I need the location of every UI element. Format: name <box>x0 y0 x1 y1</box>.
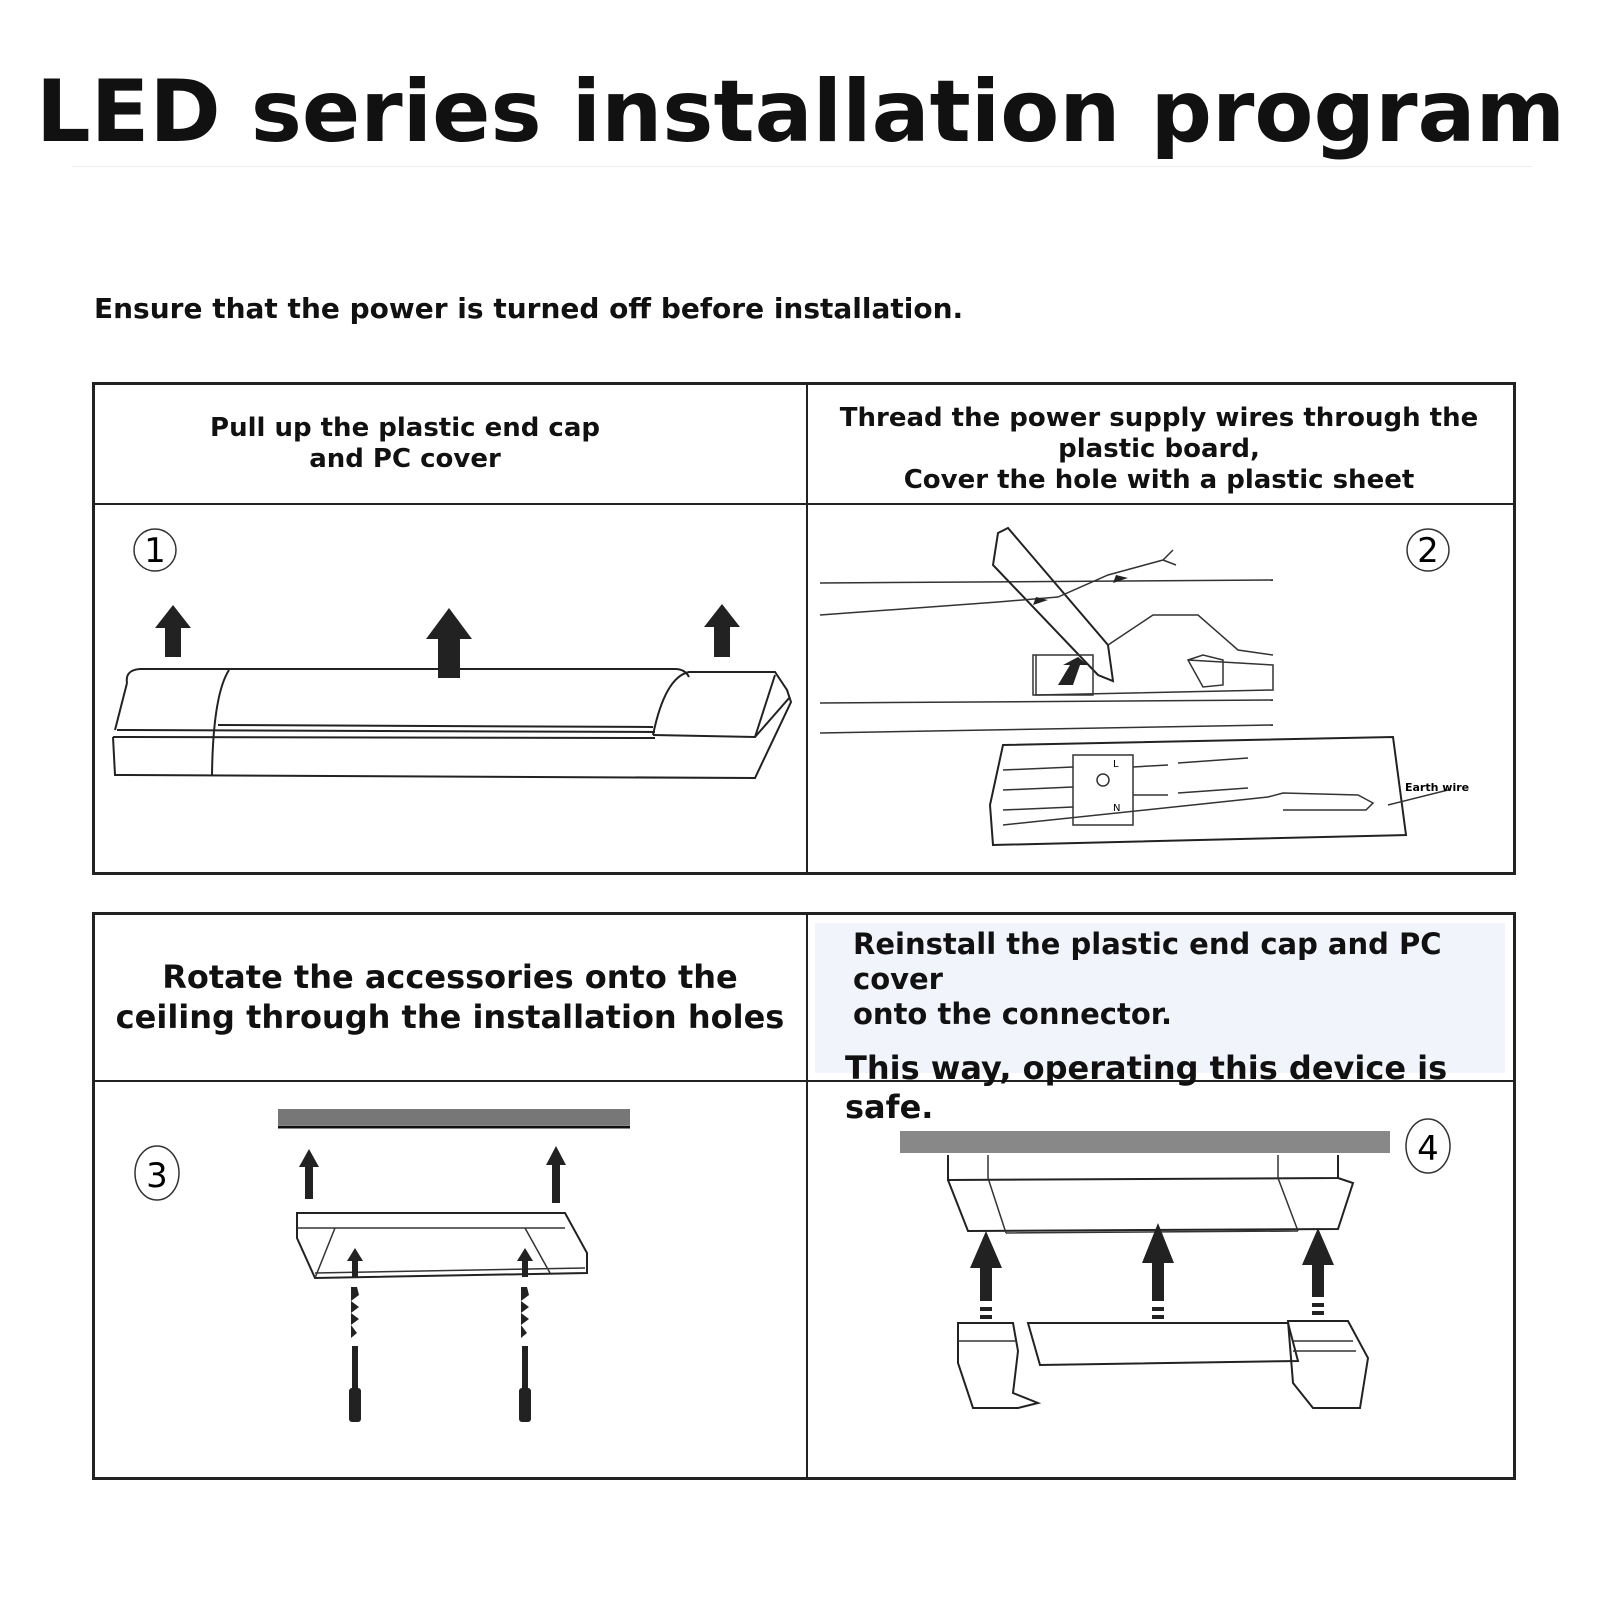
step-number-4 <box>1406 1119 1450 1173</box>
led-fixture-drawing <box>113 669 791 778</box>
step-3-caption-line: ceiling through the installation holes <box>115 998 785 1036</box>
step-4-caption-line: Reinstall the plastic end cap and PC cover <box>853 927 1442 996</box>
step-1-number: 1 <box>144 531 166 571</box>
step-1-illustration <box>95 505 805 875</box>
step-number-2 <box>1407 529 1449 571</box>
step-1-caption <box>95 413 715 475</box>
step-2-caption-line: Cover the hole with a plastic sheet <box>903 465 1415 496</box>
up-arrow-icon <box>970 1231 1002 1319</box>
title-divider <box>72 166 1532 167</box>
mounting-base-drawing <box>297 1213 587 1278</box>
step-3-illustration <box>95 1083 805 1479</box>
ceiling-hatch <box>278 1109 630 1127</box>
step-2-caption <box>809 403 1509 497</box>
end-caps-and-cover-drawing <box>958 1321 1368 1408</box>
up-arrow-icon <box>1302 1228 1334 1315</box>
steps-grid-bottom <box>92 912 1516 1480</box>
mounted-fixture-drawing <box>948 1155 1353 1233</box>
steps-grid-top <box>92 382 1516 875</box>
up-arrow-icon <box>546 1146 566 1203</box>
step-4-caption-line: onto the connector. <box>853 996 1172 1031</box>
step-4-number: 4 <box>1417 1129 1439 1169</box>
up-arrow-icon <box>1142 1223 1174 1319</box>
step-2-caption-line: Thread the power supply wires through the <box>839 403 1479 433</box>
page-title: LED series installation program <box>35 62 1566 162</box>
step-4-safety-line: This way, operating this device is safe. <box>845 1049 1448 1126</box>
step-3-number: 3 <box>146 1156 168 1196</box>
step-2-number: 2 <box>1417 531 1439 571</box>
step-1-caption-line: Pull up the plastic end cap <box>210 413 600 443</box>
step-number-3 <box>135 1146 179 1200</box>
screw-and-screwdriver <box>347 1248 363 1422</box>
step-4-illustration <box>808 1083 1516 1479</box>
terminal-label-n: N <box>1113 803 1121 814</box>
terminal-label-l: L <box>1113 759 1119 770</box>
step-3-caption <box>105 957 795 1037</box>
step-1-caption-line: and PC cover <box>309 444 501 475</box>
earth-wire-label: Earth wire <box>1405 781 1470 794</box>
step-2-illustration <box>808 505 1516 875</box>
step-3-caption-line: Rotate the accessories onto the <box>162 958 738 996</box>
up-arrow-icon <box>299 1149 319 1199</box>
step-2-caption-line: plastic board, <box>1058 434 1260 465</box>
safety-note: Ensure that the power is turned off before installation. <box>94 292 964 325</box>
up-arrow-icon <box>155 605 191 657</box>
ceiling-hatch <box>900 1131 1390 1153</box>
up-arrow-icon <box>704 604 740 657</box>
up-arrow-icon <box>426 608 472 678</box>
wiring-drawing <box>820 528 1469 845</box>
step-number-1 <box>134 529 176 571</box>
